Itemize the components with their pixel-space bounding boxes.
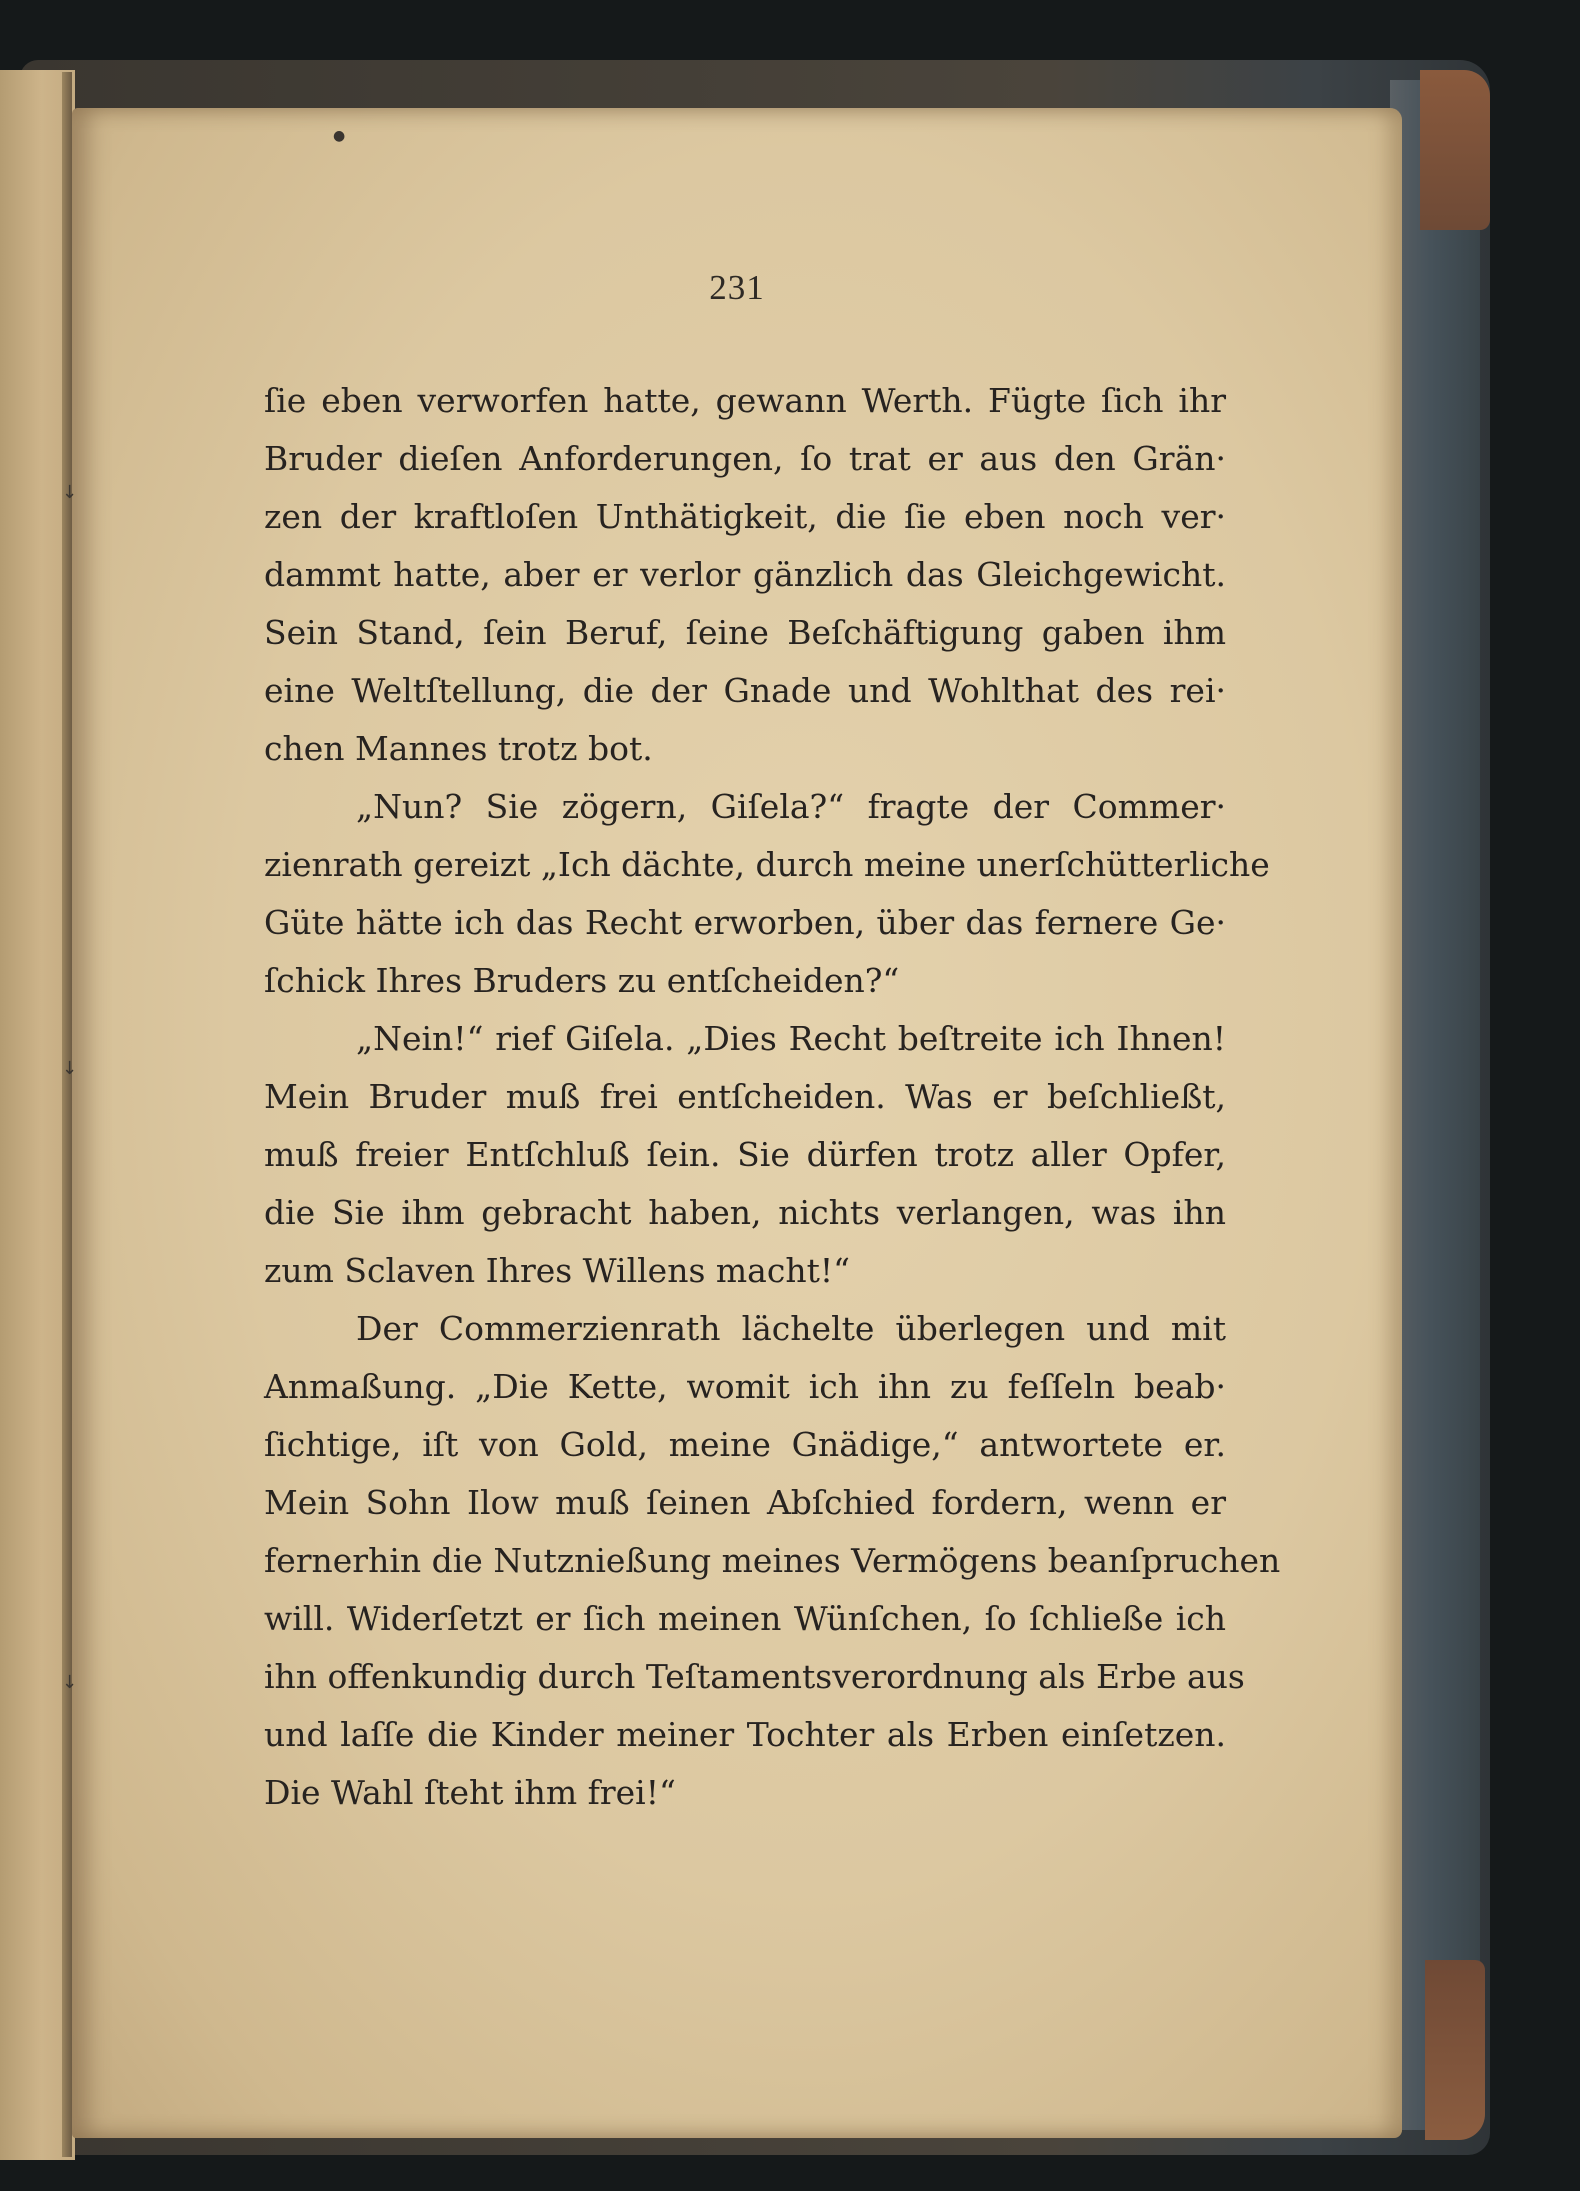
text-line: eine Weltſtellung, die der Gnade und Wohlthat des rei· bbox=[264, 671, 1226, 710]
text-line: will. Widerſetzt er ſich meinen Wünſchen, ſo ſchließe ich bbox=[264, 1599, 1226, 1638]
text-line: Sein Stand, ſein Beruf, ſeine Beſchäftigung gaben ihm bbox=[264, 613, 1226, 652]
text-line: Güte hätte ich das Recht erworben, über das fernere Ge· bbox=[264, 903, 1226, 942]
text-line: muß freier Entſchluß ſein. Sie dürfen trotz aller Opfer, bbox=[264, 1135, 1226, 1174]
text-line: ſie eben verworfen hatte, gewann Werth. Fügte ſich ihr bbox=[264, 381, 1226, 420]
text-line: fernerhin die Nutznießung meines Vermögens beanſpruchen bbox=[264, 1541, 1281, 1580]
gutter-arrow-icon: ↓ bbox=[62, 1672, 78, 1693]
text-line: dammt hatte, aber er verlor gänzlich das Gleichgewicht. bbox=[264, 555, 1226, 594]
text-line: ihn offenkundig durch Teſtamentsverordnung als Erbe aus bbox=[264, 1657, 1245, 1696]
text-line: „Nein!“ rief Giſela. „Dies Recht beſtreite ich Ihnen! bbox=[356, 1019, 1226, 1058]
page-number: 231 bbox=[709, 268, 765, 307]
text-line: chen Mannes trotz bot. bbox=[264, 729, 653, 768]
text-line: Bruder dieſen Anforderungen, ſo trat er aus den Grän· bbox=[264, 439, 1226, 478]
text-line: „Nun? Sie zögern, Giſela?“ fragte der Commer· bbox=[356, 787, 1226, 826]
gutter-arrow-icon: ↓ bbox=[62, 1058, 78, 1079]
gutter-arrow-icon: ↓ bbox=[62, 482, 78, 503]
text-line: Der Commerzienrath lächelte überlegen und mit bbox=[356, 1309, 1226, 1348]
text-line: Anmaßung. „Die Kette, womit ich ihn zu feſſeln beab· bbox=[264, 1367, 1226, 1406]
text-line: zum Sclaven Ihres Willens macht!“ bbox=[264, 1251, 850, 1290]
text-line: ſichtige, iſt von Gold, meine Gnädige,“ antwortete er. bbox=[264, 1425, 1226, 1464]
gutter-dot-icon: ● bbox=[333, 128, 346, 144]
text-line: Die Wahl ſteht ihm frei!“ bbox=[264, 1773, 676, 1812]
text-line: und laſſe die Kinder meiner Tochter als Erben einſetzen. bbox=[264, 1715, 1226, 1754]
text-line: Mein Sohn Ilow muß ſeinen Abſchied fordern, wenn er bbox=[264, 1483, 1226, 1522]
text-line: Mein Bruder muß frei entſcheiden. Was er beſchließt, bbox=[264, 1077, 1226, 1116]
text-line: zen der kraftloſen Unthätigkeit, die ſie eben noch ver· bbox=[264, 497, 1226, 536]
text-line: die Sie ihm gebracht haben, nichts verlangen, was ihn bbox=[264, 1193, 1226, 1232]
text-line: zienrath gereizt „Ich dächte, durch meine unerſchütterliche bbox=[264, 845, 1270, 884]
text-line: ſchick Ihres Bruders zu entſcheiden?“ bbox=[264, 961, 900, 1000]
